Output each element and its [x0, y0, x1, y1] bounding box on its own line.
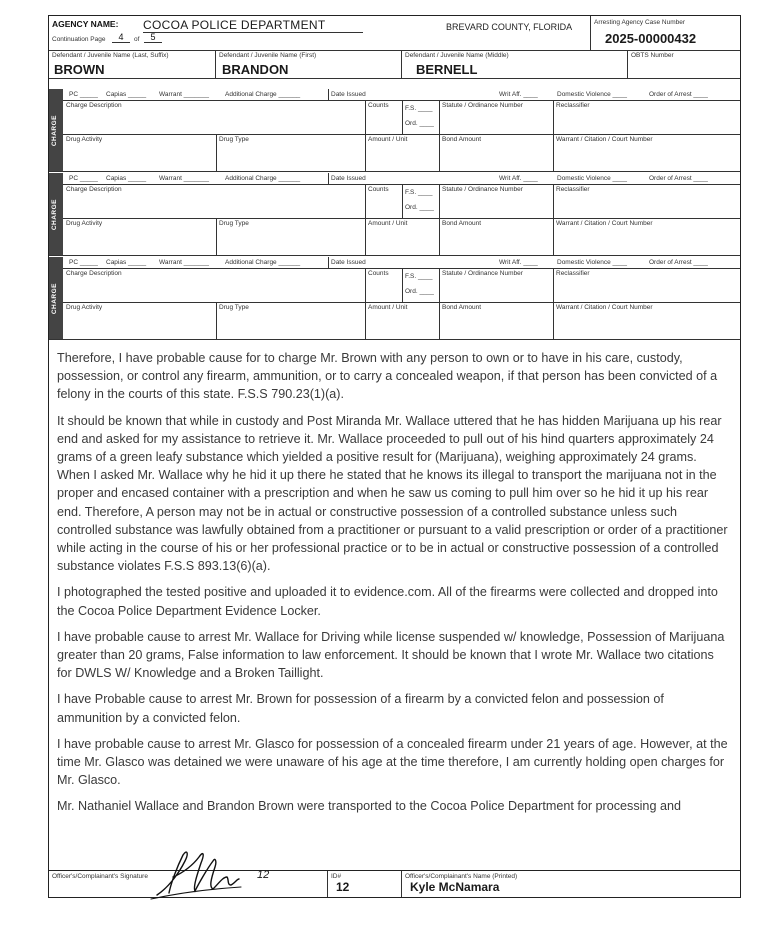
drug-activity-label: Drug Activity [66, 220, 103, 227]
pc-label: PC _____ [69, 91, 98, 98]
ord-label: Ord. ____ [405, 204, 434, 211]
narrative-paragraph: Therefore, I have probable cause for to charge Mr. Brown with any person to own or to have in his care, custody, possession, or control any firearm, ammunition, or to carry a concealed weapon, if that person has been convicted of a felony in the courts of this state. F.S.S 790.23(1)(a). [57, 351, 718, 402]
charge-side-label: CHARGE [49, 257, 63, 339]
amount-label: Amount / Unit [368, 220, 408, 227]
officer-name-cell [402, 871, 740, 897]
county-name: BREVARD COUNTY, FLORIDA [446, 22, 573, 32]
first-name-cell [216, 50, 402, 78]
narrative-paragraph: Mr. Nathaniel Wallace and Brandon Brown were transported to the Cocoa Police Department for processing and [57, 799, 681, 814]
drug-activity-label: Drug Activity [66, 136, 103, 143]
fs-label: F.S. ____ [405, 105, 433, 112]
arrest-report-form [48, 15, 741, 898]
warrant-label: Warrant _______ [159, 175, 209, 182]
agency-label: AGENCY NAME: [52, 19, 119, 29]
ord-label: Ord. ____ [405, 120, 434, 127]
amount-label: Amount / Unit [368, 136, 408, 143]
warrant-label: Warrant _______ [159, 91, 209, 98]
warrant-citation-label: Warrant / Citation / Court Number [556, 220, 653, 227]
narrative-paragraph: I photographed the tested positive and uploaded it to evidence.com. All of the firearms were collected and dropped into the Cocoa Police Department Evidence Locker. [57, 585, 718, 618]
statute-label: Statute / Ordinance Number [442, 186, 523, 193]
middle-name-label: Defendant / Juvenile Name (Middle) [405, 52, 509, 59]
bond-label: Bond Amount [442, 136, 482, 143]
ord-label: Ord. ____ [405, 288, 434, 295]
narrative-paragraph: It should be known that while in custody and Post Miranda Mr. Wallace uttered that he has hidden Marijuana up his rear end and asked for my assistance to retrieve it. Mr. Wallace proceeded to pull out of his hind quarters approximately 24 grams of a green leafy substance which yielded a positive result for (Marijuana), weighing approximately 24 grams. When I asked Mr. Wallace why he hid it up there he stated that he knows its illegal to transport the marijuana not in the proper and encased container with a prescription and when he saw us coming to pull him over so he hid it up his rear end. Therefore, A person may not be in actual or constructive possession of a controlled substance unless such controlled substance was lawfully obtained from a practitioner or pursuant to a valid prescription or order of a practitioner while acting in the course of his or her professional practice or to be in actual or constructive possession of a controlled substance violates F.S.S 893.13(6)(a). [57, 413, 728, 574]
order-of-arrest-label: Order of Arrest ____ [649, 175, 708, 182]
reclassifier-label: Reclassifier [556, 186, 590, 193]
middle-name-cell [402, 50, 628, 78]
signature-cell [49, 871, 328, 897]
signature-row [49, 870, 740, 897]
bond-label: Bond Amount [442, 304, 482, 311]
drug-activity-label: Drug Activity [66, 304, 103, 311]
county-cell [443, 16, 591, 50]
counts-label: Counts [368, 186, 389, 193]
reclassifier-label: Reclassifier [556, 102, 590, 109]
middle-name: BERNELL [416, 62, 478, 77]
id-cell [328, 871, 402, 897]
capias-label: Capias _____ [106, 91, 147, 98]
charge-side-label: CHARGE [49, 173, 63, 255]
dv-label: Domestic Violence ____ [557, 175, 627, 182]
statute-label: Statute / Ordinance Number [442, 270, 523, 277]
total-pages: 5 [144, 32, 162, 43]
writ-label: Writ Aff. ____ [499, 91, 538, 98]
date-issued-label: Date Issued [331, 175, 366, 182]
agency-name: COCOA POLICE DEPARTMENT [143, 18, 363, 33]
date-issued-label: Date Issued [331, 91, 366, 98]
dv-label: Domestic Violence ____ [557, 91, 627, 98]
narrative-paragraph: I have Probable cause to arrest Mr. Brown for possession of a firearm by a convicted felon and possession of ammunition by a convicted felon. [57, 692, 664, 725]
order-of-arrest-label: Order of Arrest ____ [649, 259, 708, 266]
drug-type-label: Drug Type [219, 136, 249, 143]
obts-label: OBTS Number [631, 52, 674, 59]
last-name-cell [49, 50, 216, 78]
fs-label: F.S. ____ [405, 189, 433, 196]
charge-description-label: Charge Description [66, 102, 122, 109]
warrant-label: Warrant _______ [159, 259, 209, 266]
continuation-label: Continuation Page [52, 36, 106, 43]
first-name-label: Defendant / Juvenile Name (First) [219, 52, 317, 59]
warrant-citation-label: Warrant / Citation / Court Number [556, 304, 653, 311]
charge-description-label: Charge Description [66, 186, 122, 193]
officer-name: Kyle McNamara [410, 880, 500, 894]
charge-block-2 [49, 173, 740, 256]
signature-label: Officer's/Complainant's Signature [52, 873, 148, 880]
of-label: of [134, 36, 140, 43]
reclassifier-label: Reclassifier [556, 270, 590, 277]
defendant-row [49, 50, 740, 79]
additional-charge-label: Additional Charge ______ [225, 175, 301, 182]
obts-cell [628, 50, 740, 78]
signature-mark: 12 [257, 869, 270, 881]
pc-label: PC _____ [69, 175, 98, 182]
last-name-label: Defendant / Juvenile Name (Last, Suffix) [52, 52, 169, 59]
case-cell [591, 16, 740, 50]
writ-label: Writ Aff. ____ [499, 259, 538, 266]
id-label: ID# [331, 873, 342, 880]
dv-label: Domestic Violence ____ [557, 259, 627, 266]
officer-name-label: Officer's/Complainant's Name (Printed) [405, 873, 518, 880]
charge-description-label: Charge Description [66, 270, 122, 277]
warrant-citation-label: Warrant / Citation / Court Number [556, 136, 653, 143]
additional-charge-label: Additional Charge ______ [225, 259, 301, 266]
agency-cell [49, 16, 443, 50]
header-row [49, 16, 740, 51]
order-of-arrest-label: Order of Arrest ____ [649, 91, 708, 98]
case-number-label: Arresting Agency Case Number [594, 19, 686, 26]
statute-label: Statute / Ordinance Number [442, 102, 523, 109]
writ-label: Writ Aff. ____ [499, 175, 538, 182]
additional-charge-label: Additional Charge ______ [225, 91, 301, 98]
last-name: BROWN [54, 62, 105, 77]
charge-block-1 [49, 89, 740, 172]
bond-label: Bond Amount [442, 220, 482, 227]
capias-label: Capias _____ [106, 259, 147, 266]
amount-label: Amount / Unit [368, 304, 408, 311]
narrative-paragraph: I have probable cause to arrest Mr. Glasco for possession of a concealed firearm under 21 years of age. However, at the time Mr. Glasco was detained we were unaware of his age at the time therefore, I am currently holding open charges for Mr. Glasco. [57, 736, 728, 788]
pc-label: PC _____ [69, 259, 98, 266]
date-issued-label: Date Issued [331, 259, 366, 266]
officer-id: 12 [336, 880, 350, 894]
narrative-paragraph: I have probable cause to arrest Mr. Wallace for Driving while license suspended w/ knowledge, Possession of Marijuana greater than 20 grams, False information to law enforcement. It should be known that I wrote Mr. Wallace two citations for DWLS W/ Knowledge and a Broken Taillight. [57, 629, 725, 681]
counts-label: Counts [368, 102, 389, 109]
drug-type-label: Drug Type [219, 220, 249, 227]
case-number: 2025-00000432 [605, 31, 697, 46]
first-name: BRANDON [222, 62, 289, 77]
drug-type-label: Drug Type [219, 304, 249, 311]
capias-label: Capias _____ [106, 175, 147, 182]
fs-label: F.S. ____ [405, 273, 433, 280]
narrative-section [57, 349, 730, 824]
charge-side-label: CHARGE [49, 89, 63, 171]
counts-label: Counts [368, 270, 389, 277]
page-number: 4 [112, 32, 130, 43]
charge-block-3 [49, 257, 740, 340]
